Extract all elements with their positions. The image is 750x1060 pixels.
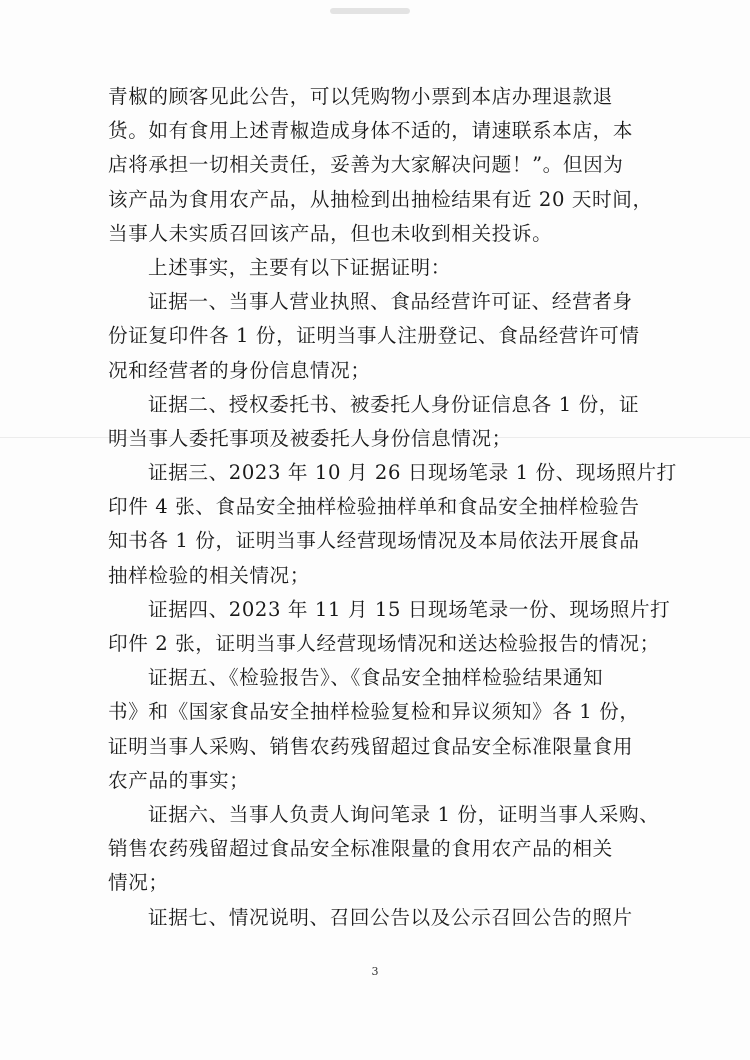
text-line: 证明当事人采购、销售农药残留超过食品安全标准限量食用 [108,734,634,758]
text-line: 证据七、情况说明、召回公告以及公示召回公告的照片 [148,905,633,929]
text-line: 上述事实，主要有以下证据证明： [148,255,451,279]
text-line: 印件 2 张，证明当事人经营现场情况和送达检验报告的情况； [108,632,660,655]
text-line: 证据四、2023 年 11 月 15 日现场笔录一份、现场照片打 [148,597,671,621]
text-line: 明当事人委托事项及被委托人身份信息情况； [108,426,512,450]
text-line: 证据三、2023 年 10 月 26 日现场笔录 1 份、现场照片打 [148,461,677,485]
text-line: 印件 4 张、食品安全抽样检验抽样单和食品安全抽样检验告 [108,495,640,519]
text-line: 青椒的顾客见此公告，可以凭购物小票到本店办理退款退 [108,85,613,108]
text-line: 货。如有食用上述青椒造成身体不适的，请速联系本店，本 [108,119,634,143]
text-line: 该产品为食用农产品，从抽检到出抽检结果有近 20 天时间， [108,187,653,211]
text-line: 抽样检验的相关情况； [108,563,310,587]
text-line: 销售农药残留超过食品安全标准限量的食用农产品的相关 [108,837,613,861]
text-line: 份证复印件各 1 份，证明当事人注册登记、食品经营许可情 [108,324,640,348]
document-body [108,80,677,935]
text-line: 证据五、《检验报告》、《食品安全抽样检验结果通知 [148,666,604,690]
scan-artifact-mark [330,8,410,14]
text-line: 证据六、当事人负责人询问笔录 1 份，证明当事人采购、 [148,802,660,826]
text-line: 农产品的事实； [108,768,250,792]
text-line: 证据一、当事人营业执照、食品经营许可证、经营者身 [148,290,633,314]
text-line: 况和经营者的身份信息情况； [108,358,371,382]
text-line: 知书各 1 份，证明当事人经营现场情况及本局依法开展食品 [108,529,640,553]
text-line: 证据二、授权委托书、被委托人身份证信息各 1 份，证 [148,392,640,416]
text-line: 书》和《国家食品安全抽样检验复检和异议须知》各 1 份， [108,700,640,724]
text-line: 当事人未实质召回该产品，但也未收到相关投诉。 [108,221,553,245]
page-number: 3 [371,965,379,978]
text-line: 情况； [108,871,169,895]
text-line: 店将承担一切相关责任，妥善为大家解决问题！”。但因为 [108,153,624,177]
